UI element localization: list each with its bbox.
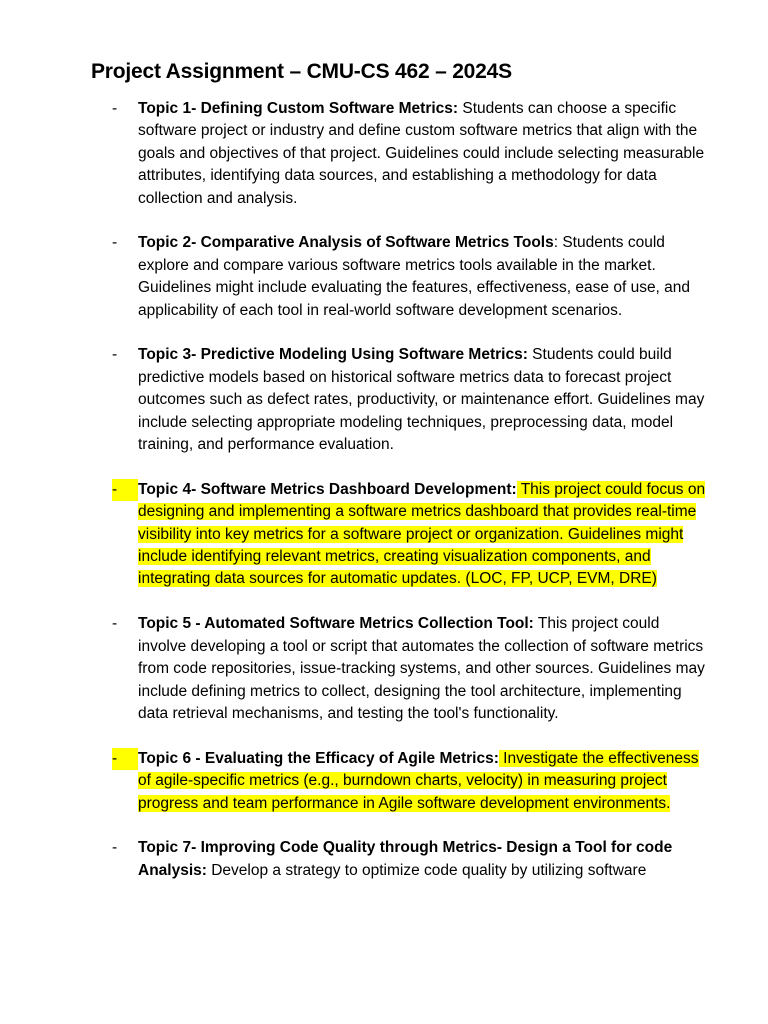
topic-item-5 bbox=[0, 613, 768, 725]
topic-heading: Topic 7- Improving Code Quality through Metrics- Design a Tool for code Analysis: bbox=[138, 839, 673, 879]
topic-body: This project could involve developing a tool or script that automates the collection of software metrics from code repositories, issue-tracking systems, and other sources. Guidelines may include defining metrics to collect, designing the tool architecture, implementing data retrieval mechanisms, and testing the tool's functionality. bbox=[138, 615, 705, 722]
topic-heading: Topic 2- Comparative Analysis of Software Metrics Tools bbox=[138, 234, 554, 252]
topic-body: : Students could explore and compare various software metrics tools available in the market. Guidelines might include evaluating the features, effectiveness, ease of use, and applicability of each tool in real-world software development scenarios. bbox=[138, 234, 691, 319]
topic-item-3 bbox=[0, 344, 768, 456]
topic-item-4 bbox=[0, 479, 768, 591]
topic-heading: Topic 1- Defining Custom Software Metrics: bbox=[138, 100, 459, 117]
page-title: Project Assignment – CMU-CS 462 – 2024S bbox=[91, 60, 512, 83]
topic-heading: Topic 4- Software Metrics Dashboard Development: bbox=[138, 480, 517, 498]
topic-list bbox=[0, 98, 768, 905]
bullet-dash: - bbox=[112, 615, 118, 633]
topic-heading: Topic 3- Predictive Modeling Using Software Metrics: bbox=[138, 346, 528, 364]
topic-item-2 bbox=[0, 232, 768, 322]
topic-body: Students could build predictive models based on historical software metrics data to forecast project outcomes such as defect rates, productivity, or maintenance effort. Guidelines may include selecting appropriate modeling techniques, preprocessing data, model training, and performance evaluation. bbox=[138, 346, 705, 454]
topic-body: Students can choose a specific software project or industry and define custom software metrics that align with the goals and objectives of that project. Guidelines could include selecting measurable attributes, identifying data sources, and establishing a methodology for data collection and analysis. bbox=[138, 100, 705, 207]
topic-heading: Topic 6 - Evaluating the Efficacy of Agile Metrics: bbox=[138, 749, 499, 767]
topic-body: Investigate the effectiveness of agile-specific metrics (e.g., burndown charts, velocity) in measuring project progress and team performance in Agile software development environments. bbox=[138, 749, 699, 812]
topic-heading: Topic 5 - Automated Software Metrics Collection Tool: bbox=[138, 615, 534, 633]
bullet-dash: - bbox=[112, 100, 118, 117]
bullet-dash: - bbox=[112, 839, 118, 857]
topic-body: This project could focus on designing and implementing a software metrics dashboard that provides real-time visibility into key metrics for a software project or organization. Guidelines might include identifying relevant metrics, creating visualization components, and integrating data sources for automatic updates. (LOC, FP, UCP, EVM, DRE) bbox=[138, 480, 706, 588]
bullet-dash: - bbox=[112, 479, 138, 501]
topic-item-1 bbox=[0, 98, 768, 210]
bullet-dash: - bbox=[112, 748, 138, 770]
bullet-dash: - bbox=[112, 346, 118, 364]
bullet-dash: - bbox=[112, 234, 118, 252]
topic-body: Develop a strategy to optimize code quality by utilizing software bbox=[206, 861, 647, 879]
topic-item-6 bbox=[0, 748, 768, 815]
topic-item-7 bbox=[0, 837, 768, 882]
